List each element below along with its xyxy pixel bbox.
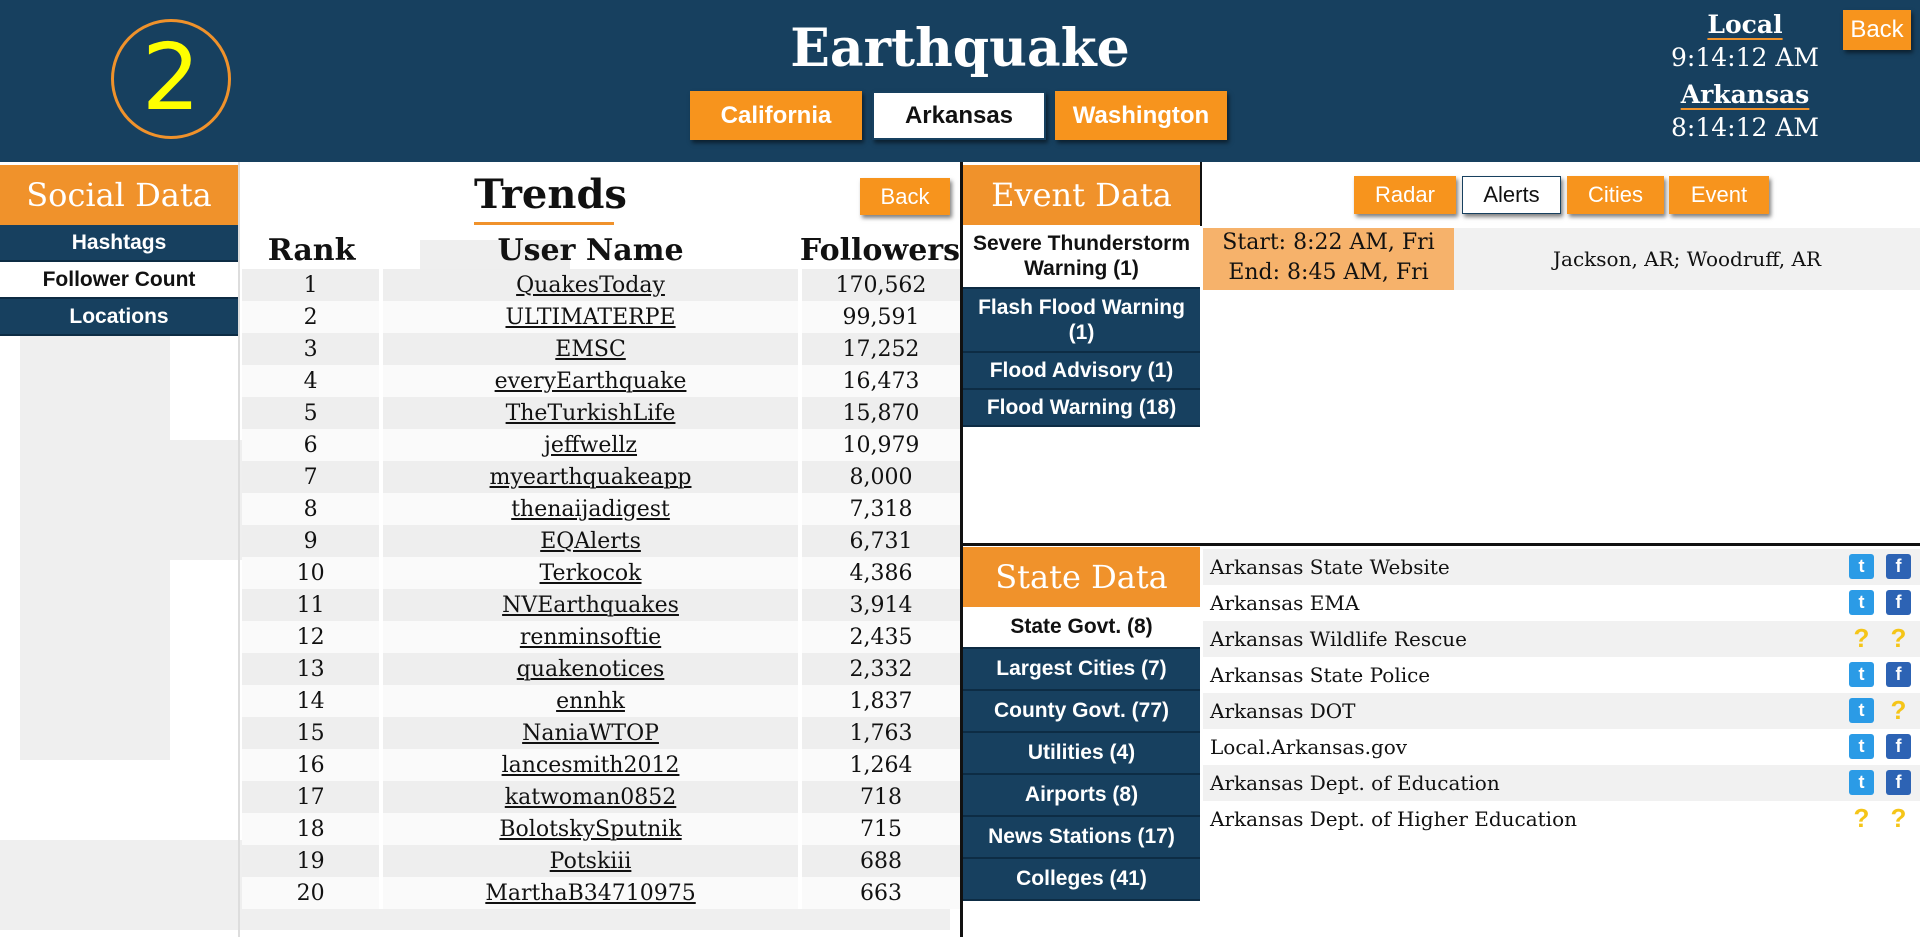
alert-start-time: Start: 8:22 AM, Fri — [1222, 230, 1435, 255]
table-row — [242, 589, 960, 621]
followers-cell: 2,435 — [800, 621, 960, 653]
user-name-cell — [381, 877, 800, 909]
user-name-cell — [381, 845, 800, 877]
question-mark-icon: ? — [1853, 623, 1870, 653]
state-category-largest-cities[interactable]: Largest Cities (7) — [963, 649, 1200, 691]
user-name-cell — [381, 813, 800, 845]
user-name-cell — [381, 685, 800, 717]
social-item-hashtags[interactable]: Hashtags — [0, 225, 238, 262]
state-entry-name[interactable]: Arkansas State Website — [1210, 555, 1450, 579]
followers-cell: 7,318 — [800, 493, 960, 525]
rank-cell: 6 — [242, 429, 381, 461]
rank-cell: 7 — [242, 461, 381, 493]
table-row — [242, 557, 960, 589]
social-links — [1846, 590, 1920, 616]
twitter-icon[interactable]: t — [1849, 590, 1874, 615]
facebook-icon[interactable]: f — [1886, 590, 1911, 615]
event-tab-cities[interactable]: Cities — [1567, 176, 1664, 214]
question-mark-icon: ? — [1853, 803, 1870, 833]
state-entry-row — [1203, 693, 1920, 729]
user-name-cell — [381, 397, 800, 429]
column-header-followers: Followers — [799, 232, 960, 268]
user-name-link[interactable]: ennhk — [556, 688, 625, 714]
user-name-link[interactable]: NaniaWTOP — [522, 720, 659, 746]
followers-cell: 688 — [800, 845, 960, 877]
user-name-cell — [381, 461, 800, 493]
table-row — [242, 813, 960, 845]
followers-cell: 15,870 — [800, 397, 960, 429]
user-name-cell — [381, 429, 800, 461]
user-name-cell — [381, 301, 800, 333]
user-name-cell — [381, 525, 800, 557]
social-data-panel — [0, 165, 238, 336]
table-row — [242, 621, 960, 653]
event-tab-event[interactable]: Event — [1669, 176, 1769, 214]
state-entry-name[interactable]: Arkansas Dept. of Education — [1210, 771, 1500, 795]
rank-cell: 8 — [242, 493, 381, 525]
table-row — [242, 749, 960, 781]
state-data-panel — [963, 547, 1200, 901]
user-name-cell — [381, 749, 800, 781]
state-entry-row — [1203, 657, 1920, 693]
table-row — [242, 717, 960, 749]
table-row — [242, 365, 960, 397]
event-tab-radar[interactable]: Radar — [1354, 176, 1456, 214]
user-name-cell — [381, 333, 800, 365]
rank-cell: 1 — [242, 269, 381, 301]
user-name-cell — [381, 269, 800, 301]
user-name-link[interactable]: NVEarthquakes — [502, 592, 679, 618]
rank-cell: 9 — [242, 525, 381, 557]
table-row — [242, 493, 960, 525]
rank-cell: 13 — [242, 653, 381, 685]
state-data-title: State Data — [963, 547, 1200, 607]
twitter-icon[interactable]: t — [1849, 734, 1874, 759]
alert-affected-area: Jackson, AR; Woodruff, AR — [1553, 247, 1821, 271]
facebook-icon[interactable]: f — [1886, 554, 1911, 579]
rank-cell: 17 — [242, 781, 381, 813]
social-item-locations[interactable]: Locations — [0, 299, 238, 336]
clock-panel — [1660, 10, 1830, 142]
state-category-utilities[interactable]: Utilities (4) — [963, 733, 1200, 775]
user-name-cell — [381, 365, 800, 397]
rank-cell: 10 — [242, 557, 381, 589]
state-entry-name[interactable]: Arkansas Wildlife Rescue — [1210, 627, 1468, 651]
state-entry-name[interactable]: Arkansas State Police — [1210, 663, 1431, 687]
question-mark-icon: ? — [1890, 803, 1907, 833]
rank-cell: 18 — [242, 813, 381, 845]
social-links — [1846, 662, 1920, 688]
header-back-button[interactable]: Back — [1843, 10, 1911, 50]
user-name-link[interactable]: TheTurkishLife — [505, 400, 676, 426]
rank-cell: 19 — [242, 845, 381, 877]
user-name-link[interactable]: ULTIMATERPE — [505, 304, 676, 330]
user-name-cell — [381, 557, 800, 589]
social-links — [1846, 695, 1920, 725]
event-title: Earthquake — [790, 18, 1130, 79]
followers-cell: 99,591 — [800, 301, 960, 333]
event-count-badge: 2 — [111, 19, 231, 139]
facebook-icon[interactable]: f — [1886, 770, 1911, 795]
table-row — [242, 653, 960, 685]
top-header — [0, 0, 1920, 162]
rank-cell: 4 — [242, 365, 381, 397]
state-entry-name[interactable]: Arkansas Dept. of Higher Education — [1210, 807, 1578, 831]
state-tab-california[interactable]: California — [690, 91, 862, 140]
state-entry-row — [1203, 549, 1920, 585]
user-name-cell — [381, 493, 800, 525]
user-name-cell — [381, 621, 800, 653]
event-data-panel — [963, 165, 1200, 427]
state-tab-arkansas[interactable]: Arkansas — [872, 91, 1046, 140]
rank-cell: 2 — [242, 301, 381, 333]
alert-item-flash-flood-warning[interactable]: Flash Flood Warning (1) — [963, 289, 1200, 353]
alert-item-flood-warning[interactable]: Flood Warning (18) — [963, 390, 1200, 427]
social-links — [1846, 734, 1920, 760]
followers-cell: 2,332 — [800, 653, 960, 685]
table-row — [242, 301, 960, 333]
state-category-colleges[interactable]: Colleges (41) — [963, 859, 1200, 901]
event-tab-alerts[interactable]: Alerts — [1462, 176, 1561, 214]
column-header-rank: Rank — [267, 232, 356, 268]
user-name-link[interactable]: quakenotices — [516, 656, 665, 682]
state-category-county-govt[interactable]: County Govt. (77) — [963, 691, 1200, 733]
state-time-label: Arkansas — [1680, 80, 1810, 109]
state-entry-name[interactable]: Local.Arkansas.gov — [1210, 735, 1408, 759]
table-row — [242, 781, 960, 813]
followers-cell: 16,473 — [800, 365, 960, 397]
twitter-icon[interactable]: t — [1849, 698, 1874, 723]
followers-cell: 3,914 — [800, 589, 960, 621]
state-entry-row — [1203, 765, 1920, 801]
user-name-link[interactable]: Potskiii — [549, 848, 632, 874]
user-name-link[interactable]: everyEarthquake — [494, 368, 687, 394]
social-links — [1846, 770, 1920, 796]
state-category-state-govt[interactable]: State Govt. (8) — [963, 607, 1200, 649]
user-name-link[interactable]: EMSC — [555, 336, 626, 362]
alert-end-time: End: 8:45 AM, Fri — [1228, 260, 1429, 285]
state-entries-list — [1203, 549, 1920, 837]
followers-cell: 8,000 — [800, 461, 960, 493]
user-name-cell — [381, 781, 800, 813]
followers-cell: 718 — [800, 781, 960, 813]
user-name-link[interactable]: myearthquakeapp — [489, 464, 692, 490]
rank-cell: 12 — [242, 621, 381, 653]
user-name-cell — [381, 589, 800, 621]
rank-cell: 15 — [242, 717, 381, 749]
trends-title: Trends — [474, 171, 614, 225]
trends-table-body — [242, 269, 960, 909]
divider-line — [963, 543, 1920, 546]
followers-cell: 17,252 — [800, 333, 960, 365]
social-links — [1846, 803, 1920, 833]
state-tab-washington[interactable]: Washington — [1055, 91, 1227, 140]
state-entry-name[interactable]: Arkansas EMA — [1210, 591, 1360, 615]
followers-cell: 4,386 — [800, 557, 960, 589]
user-name-link[interactable]: thenaijadigest — [511, 496, 670, 522]
question-mark-icon: ? — [1890, 695, 1907, 725]
table-row — [242, 429, 960, 461]
divider-line — [238, 162, 240, 937]
state-entry-row — [1203, 801, 1920, 837]
divider-line — [1200, 162, 1202, 226]
table-row — [242, 845, 960, 877]
twitter-icon[interactable]: t — [1849, 554, 1874, 579]
state-entry-name[interactable]: Arkansas DOT — [1210, 699, 1356, 723]
state-category-news-stations[interactable]: News Stations (17) — [963, 817, 1200, 859]
state-entry-row — [1203, 729, 1920, 765]
followers-cell: 10,979 — [800, 429, 960, 461]
local-time: 9:14:12 AM — [1671, 43, 1819, 72]
followers-cell: 170,562 — [800, 269, 960, 301]
user-name-cell — [381, 717, 800, 749]
event-data-title: Event Data — [963, 165, 1200, 225]
rank-cell: 14 — [242, 685, 381, 717]
facebook-icon[interactable]: f — [1886, 734, 1911, 759]
state-entry-row — [1203, 621, 1920, 657]
social-links — [1846, 623, 1920, 653]
state-time: 8:14:12 AM — [1671, 113, 1819, 142]
rank-cell: 20 — [242, 877, 381, 909]
user-name-cell — [381, 653, 800, 685]
followers-cell: 715 — [800, 813, 960, 845]
table-row — [242, 461, 960, 493]
table-row — [242, 525, 960, 557]
alert-item-flood-advisory[interactable]: Flood Advisory (1) — [963, 353, 1200, 390]
user-name-link[interactable]: katwoman0852 — [504, 784, 677, 810]
state-entry-row — [1203, 585, 1920, 621]
user-name-link[interactable]: MarthaB34710975 — [485, 880, 696, 906]
column-header-user-name: User Name — [497, 232, 684, 268]
alert-detail-row — [1203, 228, 1920, 290]
state-category-airports[interactable]: Airports (8) — [963, 775, 1200, 817]
rank-cell: 3 — [242, 333, 381, 365]
alert-time-range — [1203, 228, 1454, 290]
social-data-title: Social Data — [0, 165, 238, 225]
twitter-icon[interactable]: t — [1849, 770, 1874, 795]
user-name-link[interactable]: lancesmith2012 — [501, 752, 680, 778]
user-name-link[interactable]: EQAlerts — [540, 528, 641, 554]
table-row — [242, 685, 960, 717]
user-name-link[interactable]: jeffwellz — [544, 432, 638, 458]
alert-item-severe-thunderstorm-warning[interactable]: Severe Thunderstorm Warning (1) — [963, 225, 1200, 289]
table-row — [242, 269, 960, 301]
followers-cell: 663 — [800, 877, 960, 909]
trends-back-button[interactable]: Back — [860, 178, 950, 215]
social-links — [1846, 554, 1920, 580]
user-name-link[interactable]: renminsoftie — [519, 624, 662, 650]
table-row — [242, 877, 960, 909]
user-name-link[interactable]: BolotskySputnik — [499, 816, 682, 842]
social-item-follower-count[interactable]: Follower Count — [0, 262, 238, 299]
user-name-link[interactable]: QuakesToday — [516, 272, 665, 298]
trends-table — [242, 231, 960, 909]
followers-cell: 1,763 — [800, 717, 960, 749]
twitter-icon[interactable]: t — [1849, 662, 1874, 687]
followers-cell: 6,731 — [800, 525, 960, 557]
table-row — [242, 397, 960, 429]
user-name-link[interactable]: Terkocok — [539, 560, 642, 586]
table-row — [242, 333, 960, 365]
facebook-icon[interactable]: f — [1886, 662, 1911, 687]
rank-cell: 16 — [242, 749, 381, 781]
local-time-label: Local — [1707, 10, 1783, 39]
followers-cell: 1,264 — [800, 749, 960, 781]
rank-cell: 5 — [242, 397, 381, 429]
rank-cell: 11 — [242, 589, 381, 621]
followers-cell: 1,837 — [800, 685, 960, 717]
question-mark-icon: ? — [1890, 623, 1907, 653]
